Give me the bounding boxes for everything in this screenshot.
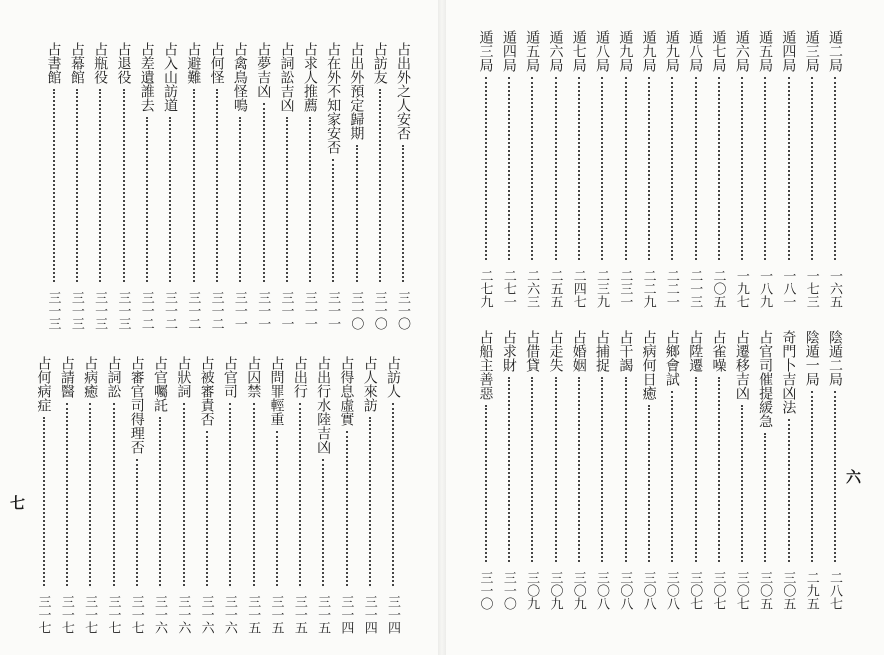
entry-title: 占人來訪 bbox=[361, 356, 378, 412]
toc-entry bbox=[218, 356, 241, 634]
leader-dots bbox=[788, 77, 790, 260]
toc-entry bbox=[613, 330, 636, 610]
entry-title: 占書館 bbox=[45, 42, 62, 84]
toc-entry bbox=[311, 356, 334, 634]
entry-title: 占詞訟 bbox=[105, 356, 122, 398]
entry-page-number: 二二九 bbox=[640, 269, 656, 308]
entry-page-number: 二〇五 bbox=[710, 269, 726, 308]
entry-page-number: 三一五 bbox=[268, 595, 284, 634]
entry-page-number: 一七三 bbox=[803, 269, 819, 308]
toc-entry bbox=[473, 330, 496, 610]
toc-entry bbox=[31, 356, 54, 634]
leader-dots bbox=[229, 403, 231, 586]
entry-page-number: 三一六 bbox=[221, 595, 237, 634]
entry-title: 占出行水陸吉凶 bbox=[315, 356, 332, 454]
entry-page-number: 二九五 bbox=[803, 571, 819, 610]
toc-entry bbox=[158, 42, 181, 330]
entry-title: 遁九局 bbox=[663, 30, 680, 72]
entry-page-number: 三一四 bbox=[338, 595, 354, 634]
entry-page-number: 三一五 bbox=[291, 595, 307, 634]
entry-title: 占出外預定歸期 bbox=[348, 42, 365, 140]
leader-dots bbox=[309, 117, 311, 282]
leader-dots bbox=[53, 89, 55, 282]
entry-page-number: 一六五 bbox=[827, 269, 842, 308]
entry-page-number: 二七一 bbox=[500, 269, 516, 308]
leader-dots bbox=[718, 77, 720, 260]
toc-entry bbox=[251, 42, 274, 330]
entry-title: 占雀噪 bbox=[710, 330, 727, 372]
entry-title: 占出行 bbox=[291, 356, 308, 398]
entry-title: 占捕捉 bbox=[594, 330, 611, 372]
entry-page-number: 三一〇 bbox=[348, 291, 364, 330]
toc-entry bbox=[473, 30, 496, 308]
leader-dots bbox=[332, 159, 334, 282]
toc-entry bbox=[776, 330, 799, 610]
leader-dots bbox=[356, 145, 358, 282]
leader-dots bbox=[402, 145, 404, 282]
entry-title: 遁三局 bbox=[803, 30, 820, 72]
toc-entry bbox=[194, 356, 217, 634]
leader-dots bbox=[99, 89, 101, 282]
entry-title: 占囚禁 bbox=[245, 356, 262, 398]
entry-title: 遁八局 bbox=[687, 30, 704, 72]
toc-entry bbox=[543, 330, 566, 610]
toc-entry bbox=[566, 330, 589, 610]
toc-entry bbox=[391, 42, 414, 330]
entry-page-number: 三一二 bbox=[162, 291, 178, 330]
toc-entry bbox=[367, 42, 390, 330]
toc-entry bbox=[171, 356, 194, 634]
entry-title: 占差遺誰去 bbox=[138, 42, 155, 112]
entry-page-number: 三〇八 bbox=[640, 571, 656, 610]
leader-dots bbox=[299, 403, 301, 586]
leader-dots bbox=[601, 377, 603, 562]
toc-entry bbox=[204, 42, 227, 330]
toc-entry bbox=[799, 30, 822, 308]
entry-page-number: 三一〇 bbox=[371, 291, 387, 330]
leader-dots bbox=[66, 403, 68, 586]
leader-dots bbox=[834, 391, 836, 562]
book-gutter bbox=[438, 0, 446, 655]
entry-title: 遁四局 bbox=[500, 30, 517, 72]
entry-page-number: 二四七 bbox=[570, 269, 586, 308]
entry-title: 占官司 bbox=[221, 356, 238, 398]
leader-dots bbox=[811, 391, 813, 562]
entry-page-number: 三一二 bbox=[185, 291, 201, 330]
entry-title: 占在外不知家安否 bbox=[325, 42, 342, 154]
leader-dots bbox=[183, 403, 185, 586]
leader-dots bbox=[695, 77, 697, 260]
entry-title: 遁三局 bbox=[477, 30, 494, 72]
toc-entry bbox=[111, 42, 134, 330]
entry-title: 占求人推薦 bbox=[301, 42, 318, 112]
toc-entry bbox=[241, 356, 264, 634]
toc-entry bbox=[357, 356, 380, 634]
entry-page-number: 三一一 bbox=[325, 291, 341, 330]
entry-page-number: 三一一 bbox=[278, 291, 294, 330]
entry-page-number: 三一一 bbox=[255, 291, 271, 330]
entry-page-number: 三一一 bbox=[231, 291, 247, 330]
entry-title: 占審官司得理否 bbox=[128, 356, 145, 454]
toc-entry bbox=[730, 30, 753, 308]
leader-dots bbox=[625, 77, 627, 260]
entry-page-number: 三〇七 bbox=[687, 571, 703, 610]
toc-entry bbox=[636, 330, 659, 610]
leader-dots bbox=[369, 417, 371, 586]
entry-title: 奇門卜吉凶法 bbox=[780, 330, 797, 414]
toc-entry bbox=[660, 30, 683, 308]
entry-page-number: 三一二 bbox=[138, 291, 154, 330]
toc-entry bbox=[181, 42, 204, 330]
entry-title: 遁七局 bbox=[710, 30, 727, 72]
toc-entry bbox=[683, 330, 706, 610]
entry-page-number: 三一一 bbox=[301, 291, 317, 330]
leader-dots bbox=[146, 117, 148, 282]
leader-dots bbox=[392, 403, 394, 586]
entry-page-number: 三一六 bbox=[175, 595, 191, 634]
entry-page-number: 三〇五 bbox=[757, 571, 773, 610]
toc-top-section bbox=[40, 42, 414, 330]
entry-page-number: 三一三 bbox=[45, 291, 61, 330]
entry-page-number: 三〇八 bbox=[663, 571, 679, 610]
entry-page-number: 三一四 bbox=[385, 595, 400, 634]
left-page bbox=[0, 0, 438, 655]
entry-title: 占官囑託 bbox=[152, 356, 169, 412]
toc-entry bbox=[274, 42, 297, 330]
entry-page-number: 三〇八 bbox=[617, 571, 633, 610]
entry-title: 占干謁 bbox=[617, 330, 634, 372]
entry-page-number: 二八七 bbox=[827, 571, 842, 610]
toc-entry bbox=[776, 30, 799, 308]
leader-dots bbox=[322, 459, 324, 586]
toc-entry bbox=[706, 330, 729, 610]
leader-dots bbox=[286, 117, 288, 282]
entry-page-number: 二五五 bbox=[547, 269, 563, 308]
entry-page-number: 三〇九 bbox=[570, 571, 586, 610]
entry-page-number: 三一〇 bbox=[477, 571, 493, 610]
toc-entry bbox=[148, 356, 171, 634]
entry-title: 占鄉會試 bbox=[663, 330, 680, 386]
leader-dots bbox=[508, 77, 510, 260]
entry-title: 占何病症 bbox=[35, 356, 52, 412]
toc-entry bbox=[706, 30, 729, 308]
entry-title: 占入山訪道 bbox=[162, 42, 179, 112]
leader-dots bbox=[379, 89, 381, 282]
leader-dots bbox=[76, 89, 78, 282]
leader-dots bbox=[276, 431, 278, 586]
toc-entry bbox=[101, 356, 124, 634]
entry-page-number: 三一七 bbox=[105, 595, 121, 634]
entry-title: 占瓶役 bbox=[92, 42, 109, 84]
entry-title: 占病癒 bbox=[82, 356, 99, 398]
leader-dots bbox=[578, 77, 580, 260]
toc-entry bbox=[334, 356, 357, 634]
entry-page-number: 三一三 bbox=[92, 291, 108, 330]
entry-title: 遁五局 bbox=[757, 30, 774, 72]
leader-dots bbox=[239, 117, 241, 282]
toc-entry bbox=[753, 330, 776, 610]
toc-entry bbox=[543, 30, 566, 308]
leader-dots bbox=[601, 77, 603, 260]
toc-entry bbox=[88, 42, 111, 330]
toc-entry bbox=[264, 356, 287, 634]
leader-dots bbox=[193, 89, 195, 282]
leader-dots bbox=[741, 405, 743, 562]
leader-dots bbox=[346, 431, 348, 586]
entry-page-number: 三一五 bbox=[315, 595, 331, 634]
toc-entry bbox=[298, 42, 321, 330]
leader-dots bbox=[43, 417, 45, 586]
leader-dots bbox=[764, 433, 766, 562]
leader-dots bbox=[485, 405, 487, 562]
toc-entry bbox=[520, 30, 543, 308]
entry-page-number: 三〇七 bbox=[710, 571, 726, 610]
toc-entry bbox=[823, 330, 846, 610]
toc-entry bbox=[497, 30, 520, 308]
entry-title: 遁九局 bbox=[640, 30, 657, 72]
toc-entry bbox=[683, 30, 706, 308]
entry-title: 占得息虛實 bbox=[338, 356, 355, 426]
leader-dots bbox=[531, 377, 533, 562]
leader-dots bbox=[508, 377, 510, 562]
toc-entry bbox=[497, 330, 520, 610]
toc-entry bbox=[344, 42, 367, 330]
leader-dots bbox=[206, 431, 208, 586]
toc-entry bbox=[381, 356, 404, 634]
entry-page-number: 二二一 bbox=[663, 269, 679, 308]
entry-page-number: 三一三 bbox=[115, 291, 131, 330]
entry-title: 占幕館 bbox=[68, 42, 85, 84]
toc-entry bbox=[124, 356, 147, 634]
toc-entry bbox=[566, 30, 589, 308]
page-number: 六 bbox=[846, 468, 862, 486]
leader-dots bbox=[159, 417, 161, 586]
entry-title: 占訪人 bbox=[385, 356, 401, 398]
leader-dots bbox=[741, 77, 743, 260]
entry-page-number: 三一七 bbox=[35, 595, 51, 634]
leader-dots bbox=[834, 77, 836, 260]
entry-page-number: 二三一 bbox=[617, 269, 633, 308]
entry-title: 遁六局 bbox=[547, 30, 564, 72]
leader-dots bbox=[263, 103, 265, 282]
toc-entry bbox=[228, 42, 251, 330]
entry-page-number: 三〇九 bbox=[547, 571, 563, 610]
entry-title: 占禽鳥怪鳴 bbox=[231, 42, 248, 112]
entry-page-number: 三一七 bbox=[82, 595, 98, 634]
entry-title: 占官司催提緩急 bbox=[757, 330, 774, 428]
leader-dots bbox=[671, 391, 673, 562]
entry-page-number: 二一三 bbox=[687, 269, 703, 308]
entry-title: 遁四局 bbox=[780, 30, 797, 72]
leader-dots bbox=[625, 377, 627, 562]
entry-page-number: 三〇五 bbox=[780, 571, 796, 610]
leader-dots bbox=[695, 377, 697, 562]
right-page bbox=[446, 0, 884, 655]
entry-title: 占求財 bbox=[500, 330, 517, 372]
entry-title: 遁六局 bbox=[733, 30, 750, 72]
entry-title: 占遷移吉凶 bbox=[733, 330, 750, 400]
entry-title: 占被審責否 bbox=[198, 356, 215, 426]
leader-dots bbox=[123, 89, 125, 282]
toc-entry bbox=[660, 330, 683, 610]
entry-title: 陰遁一局 bbox=[803, 330, 820, 386]
toc-entry bbox=[134, 42, 157, 330]
entry-page-number: 三一五 bbox=[245, 595, 261, 634]
entry-title: 占出外之人安否 bbox=[395, 42, 411, 140]
toc-entry bbox=[590, 330, 613, 610]
leader-dots bbox=[671, 77, 673, 260]
toc-entry bbox=[613, 30, 636, 308]
entry-title: 遁七局 bbox=[570, 30, 587, 72]
entry-page-number: 二六三 bbox=[524, 269, 540, 308]
toc-entry bbox=[520, 330, 543, 610]
entry-title: 占走失 bbox=[547, 330, 564, 372]
entry-page-number: 一八九 bbox=[757, 269, 773, 308]
entry-page-number: 三一六 bbox=[198, 595, 214, 634]
entry-page-number: 三一〇 bbox=[500, 571, 516, 610]
entry-title: 陰遁二局 bbox=[827, 330, 843, 386]
leader-dots bbox=[253, 403, 255, 586]
leader-dots bbox=[113, 403, 115, 586]
toc-entry bbox=[753, 30, 776, 308]
entry-title: 遁八局 bbox=[594, 30, 611, 72]
entry-title: 占狀詞 bbox=[175, 356, 192, 398]
entry-title: 遁五局 bbox=[524, 30, 541, 72]
entry-title: 占問罪輕重 bbox=[268, 356, 285, 426]
entry-title: 占陞遷 bbox=[687, 330, 704, 372]
leader-dots bbox=[136, 459, 138, 586]
entry-page-number: 三一二 bbox=[208, 291, 224, 330]
toc-entry bbox=[78, 356, 101, 634]
leader-dots bbox=[811, 77, 813, 260]
leader-dots bbox=[169, 117, 171, 282]
toc-entry bbox=[65, 42, 88, 330]
leader-dots bbox=[555, 377, 557, 562]
leader-dots bbox=[485, 77, 487, 260]
entry-page-number: 三一四 bbox=[361, 595, 377, 634]
entry-page-number: 三〇九 bbox=[524, 571, 540, 610]
entry-page-number: 三一〇 bbox=[395, 291, 410, 330]
leader-dots bbox=[555, 77, 557, 260]
leader-dots bbox=[648, 405, 650, 562]
toc-entry bbox=[590, 30, 613, 308]
leader-dots bbox=[531, 77, 533, 260]
entry-page-number: 二七九 bbox=[477, 269, 493, 308]
toc-bottom-section bbox=[30, 356, 404, 634]
entry-title: 占夢吉凶 bbox=[255, 42, 272, 98]
entry-page-number: 三一七 bbox=[58, 595, 74, 634]
leader-dots bbox=[764, 77, 766, 260]
entry-page-number: 一九七 bbox=[733, 269, 749, 308]
entry-title: 占退役 bbox=[115, 42, 132, 84]
entry-title: 占避難 bbox=[185, 42, 202, 84]
leader-dots bbox=[216, 89, 218, 282]
entry-page-number: 一八一 bbox=[780, 269, 796, 308]
leader-dots bbox=[578, 377, 580, 562]
leader-dots bbox=[89, 403, 91, 586]
entry-title: 占訪友 bbox=[371, 42, 388, 84]
toc-bottom-section bbox=[472, 330, 846, 610]
entry-title: 占何怪 bbox=[208, 42, 225, 84]
toc-top-section bbox=[472, 30, 846, 308]
entry-page-number: 三〇八 bbox=[594, 571, 610, 610]
leader-dots bbox=[648, 77, 650, 260]
entry-page-number: 三一三 bbox=[68, 291, 84, 330]
entry-title: 遁二局 bbox=[827, 30, 843, 72]
toc-entry bbox=[730, 330, 753, 610]
leader-dots bbox=[788, 419, 790, 562]
entry-title: 占借貸 bbox=[524, 330, 541, 372]
entry-title: 占婚姻 bbox=[570, 330, 587, 372]
toc-entry bbox=[799, 330, 822, 610]
entry-title: 占請醫 bbox=[58, 356, 75, 398]
entry-page-number: 三〇七 bbox=[733, 571, 749, 610]
entry-title: 占船主善惡 bbox=[477, 330, 494, 400]
entry-title: 占病何日癒 bbox=[640, 330, 657, 400]
toc-entry bbox=[41, 42, 64, 330]
leader-dots bbox=[718, 377, 720, 562]
entry-page-number: 二三九 bbox=[594, 269, 610, 308]
toc-entry bbox=[288, 356, 311, 634]
toc-entry bbox=[636, 30, 659, 308]
entry-page-number: 三一七 bbox=[128, 595, 144, 634]
entry-title: 占詞訟吉凶 bbox=[278, 42, 295, 112]
toc-entry bbox=[823, 30, 846, 308]
entry-title: 遁九局 bbox=[617, 30, 634, 72]
page-number: 七 bbox=[10, 494, 26, 512]
toc-entry bbox=[321, 42, 344, 330]
toc-entry bbox=[55, 356, 78, 634]
entry-page-number: 三一六 bbox=[152, 595, 168, 634]
